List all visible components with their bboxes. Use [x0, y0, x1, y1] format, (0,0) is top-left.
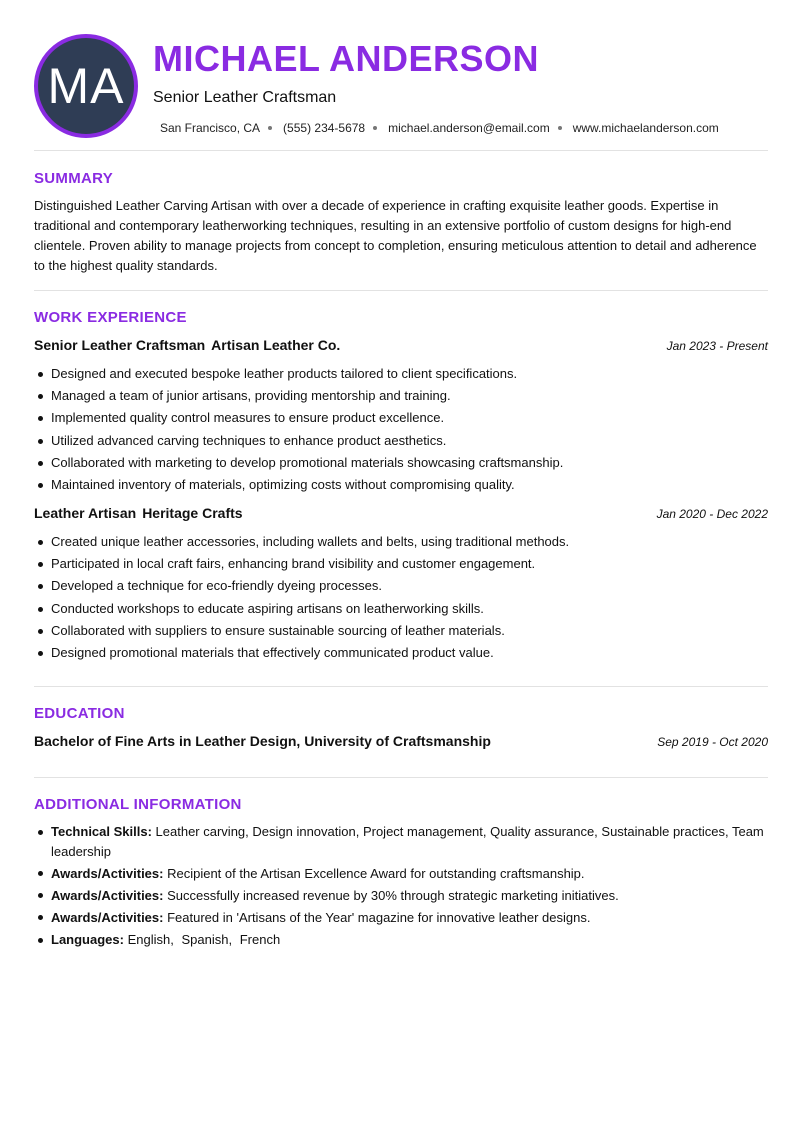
job-entry	[34, 505, 768, 664]
item-text: Successfully increased revenue by 30% through strategic marketing initiatives.	[167, 887, 619, 903]
contact-location: San Francisco, CA	[160, 121, 283, 135]
list-item	[34, 864, 768, 884]
candidate-name: MICHAEL ANDERSON	[153, 38, 540, 79]
item-label: Languages:	[51, 932, 124, 948]
item-text: Recipient of the Artisan Excellence Award for outstanding craftsmanship.	[167, 865, 585, 881]
languages-item: Languages: English, Spanish, French	[34, 930, 768, 950]
item-label: Technical Skills:	[51, 824, 152, 839]
avatar-initials: MA	[47, 58, 125, 114]
job-company: Artisan Leather Co.	[211, 337, 341, 353]
item-text: Leather carving, Design innovation, Project management, Quality assurance, Sustainable practices, Team leadership	[51, 824, 764, 859]
job-company: Heritage Crafts	[142, 505, 243, 521]
education-degree: Bachelor of Fine Arts in Leather Design, University of Craftsmanship	[34, 733, 491, 749]
list-item	[34, 886, 768, 906]
item-label: Awards/Activities:	[51, 887, 164, 903]
education-entry	[34, 733, 768, 749]
section-divider	[34, 777, 768, 778]
item-text: Featured in 'Artisans of the Year' magazine for innovative leather designs.	[167, 909, 591, 925]
education-heading: EDUCATION	[34, 705, 125, 722]
language: French	[239, 932, 281, 948]
item-label: Awards/Activities:	[51, 909, 164, 925]
separator-dot	[373, 126, 377, 130]
additional-heading: ADDITIONAL INFORMATION	[34, 796, 242, 813]
candidate-role: Senior Leather Craftsman	[153, 89, 337, 106]
list-item	[34, 822, 768, 861]
list-item: Designed and executed bespoke leather products tailored to client specifications.	[34, 363, 768, 385]
list-item: Created unique leather accessories, including wallets and belts, using traditional methods.	[34, 531, 768, 553]
list-item: Participated in local craft fairs, enhancing brand visibility and customer engagement.	[34, 553, 768, 575]
additional-list	[34, 822, 768, 952]
list-item: Conducted workshops to educate aspiring artisans on leatherworking skills.	[34, 598, 768, 620]
list-item: Developed a technique for eco-friendly dyeing processes.	[34, 575, 768, 597]
summary-text: Distinguished Leather Carving Artisan with over a decade of experience in crafting exquisite leather goods. Expertise in traditional and contemporary leatherworking techniques, resulting in an extensive portfolio of custom designs for high-end clientele. Proven ability to manage projects from concept to completion, ensuring meticulous attention to detail and adherence to the highest quality standards.	[34, 198, 757, 273]
contact-phone[interactable]: (555) 234-5678	[283, 121, 388, 135]
list-item: Managed a team of junior artisans, providing mentorship and training.	[34, 385, 768, 407]
contact-website[interactable]: www.michaelanderson.com	[572, 121, 719, 135]
job-bullets	[34, 531, 768, 664]
list-item: Utilized advanced carving techniques to enhance product aesthetics.	[34, 430, 768, 452]
list-item	[34, 908, 768, 928]
list-item: Implemented quality control measures to ensure product excellence.	[34, 407, 768, 429]
contact-email[interactable]: michael.anderson@email.com	[388, 121, 573, 135]
experience-heading: WORK EXPERIENCE	[34, 309, 187, 326]
list-item: Designed promotional materials that effectively communicated product value.	[34, 642, 768, 664]
job-bullets	[34, 363, 768, 496]
job-entry	[34, 337, 768, 496]
language: English	[127, 932, 171, 948]
item-label: Awards/Activities:	[51, 865, 164, 881]
avatar	[34, 34, 138, 138]
section-divider	[34, 150, 768, 151]
job-title: Leather Artisan Heritage Crafts	[34, 505, 243, 521]
separator-dot	[558, 126, 562, 130]
contact-info	[160, 121, 719, 135]
job-date: Jan 2020 - Dec 2022	[656, 507, 768, 521]
list-item: Collaborated with marketing to develop promotional materials showcasing craftsmanship.	[34, 452, 768, 474]
separator-dot	[268, 126, 272, 130]
job-date: Jan 2023 - Present	[666, 339, 768, 353]
summary-heading: SUMMARY	[34, 170, 114, 187]
list-item: Maintained inventory of materials, optimizing costs without compromising quality.	[34, 474, 768, 496]
job-title: Senior Leather Craftsman Artisan Leather Co.	[34, 337, 341, 353]
language: Spanish	[181, 932, 229, 948]
education-date: Sep 2019 - Oct 2020	[657, 735, 768, 749]
list-item: Collaborated with suppliers to ensure sustainable sourcing of leather materials.	[34, 620, 768, 642]
section-divider	[34, 290, 768, 291]
section-divider	[34, 686, 768, 687]
resume-header	[34, 34, 768, 138]
